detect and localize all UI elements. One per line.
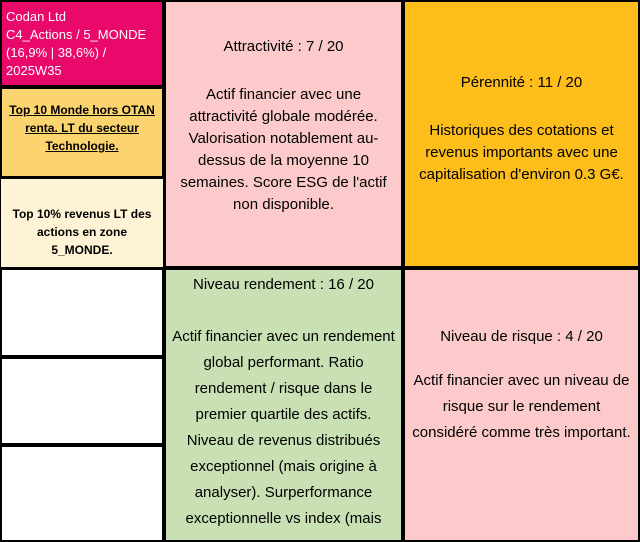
asset-header-cell[interactable] xyxy=(0,0,164,87)
perennite-title: Pérennité : 11 / 20 xyxy=(460,74,583,91)
top10pct-text: Top 10% revenus LT des actions en zone 5_MONDE. xyxy=(12,207,152,257)
top10-link[interactable]: Top 10 Monde hors OTAN renta. LT du secteur Technologie. xyxy=(9,103,155,153)
top10-cell[interactable] xyxy=(0,87,164,178)
empty-cell-1[interactable] xyxy=(0,268,164,357)
asset-name: Codan Ltd xyxy=(6,9,66,24)
attractivite-text: Actif financier avec une attractivité globale modérée. Valorisation notablement au-dessus de la moyenne 10 semaines. Score ESG de l'actif non disponible. xyxy=(180,86,387,213)
perennite-cell[interactable] xyxy=(403,0,640,268)
empty-cell-3[interactable] xyxy=(0,445,164,542)
rendement-text: Actif financier avec un rendement global performant. Ratio rendement / risque dans le premier quartile des actifs. Niveau de revenus distribués exceptionnel (mais origine à analyser). Surperformance exceptionnelle vs index (mais xyxy=(172,328,395,527)
rendement-cell[interactable] xyxy=(164,268,403,542)
risque-text: Actif financier avec un niveau de risque sur le rendement considéré comme très important. xyxy=(412,372,631,441)
perennite-text: Historiques des cotations et revenus importants avec une capitalisation d'environ 0.3 G€. xyxy=(419,122,624,183)
top10pct-cell[interactable] xyxy=(0,178,164,268)
risque-cell[interactable] xyxy=(403,268,640,542)
risque-title: Niveau de risque : 4 / 20 xyxy=(440,328,603,345)
asset-stats: (16,9% | 38,6%) / 2025W35 xyxy=(6,45,107,78)
attractivite-title: Attractivité : 7 / 20 xyxy=(223,38,344,55)
rendement-title: Niveau rendement : 16 / 20 xyxy=(193,276,374,293)
empty-cell-2[interactable] xyxy=(0,357,164,445)
asset-category: C4_Actions / 5_MONDE xyxy=(6,27,147,42)
attractivite-cell[interactable] xyxy=(164,0,403,268)
